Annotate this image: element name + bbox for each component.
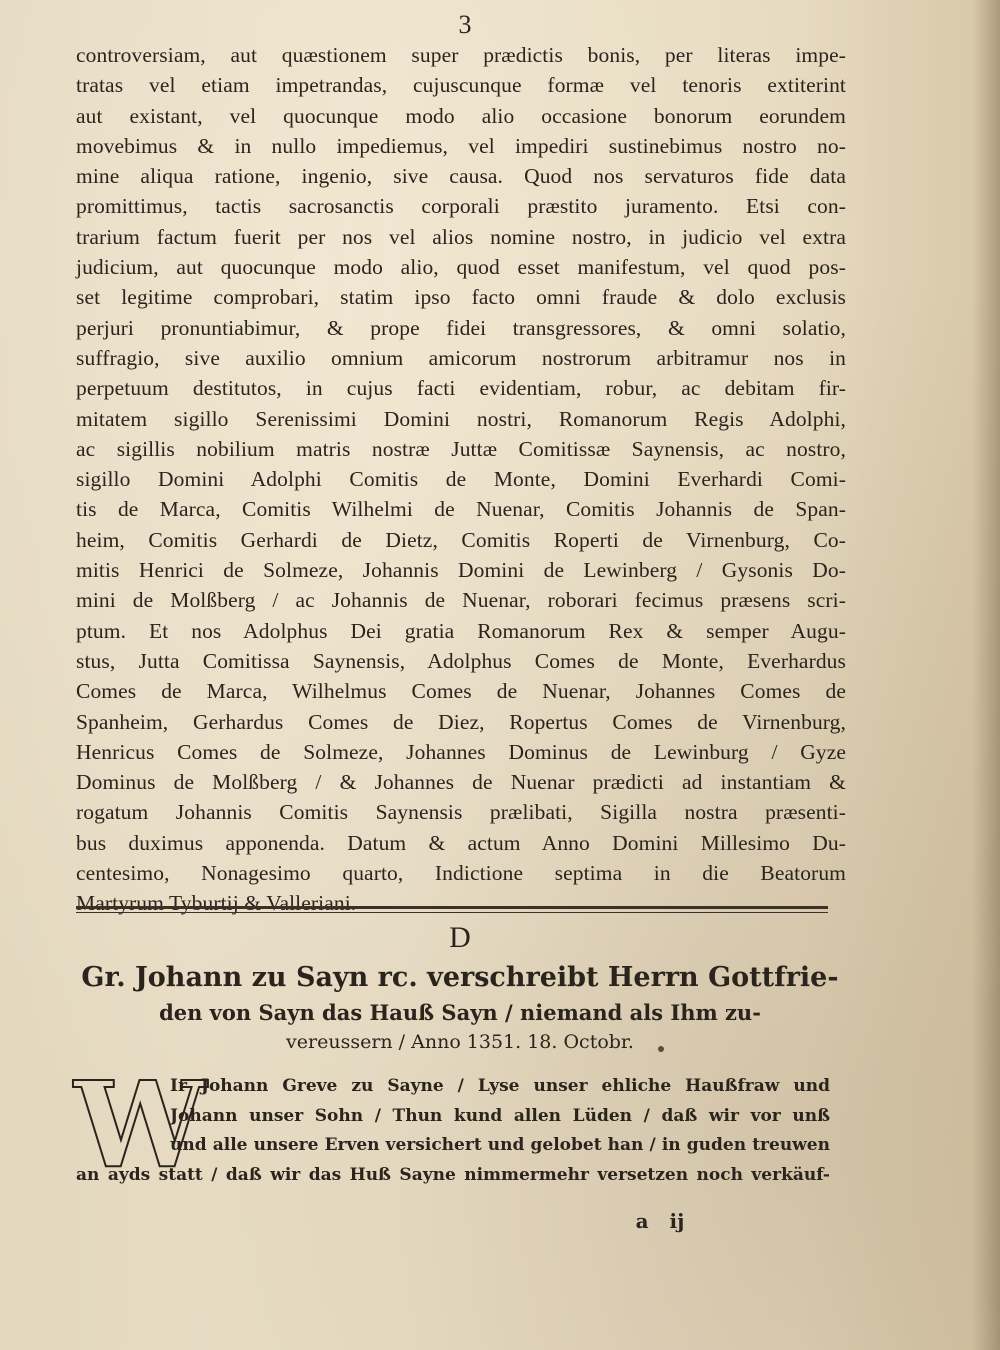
section-divider <box>76 906 828 909</box>
latin-line: stus, Jutta Comitissa Saynensis, Adolphus Comes de Monte, Everhardus <box>76 648 846 673</box>
latin-text-block <box>76 40 846 919</box>
latin-line: ac sigillis nobilium matris nostræ Juttæ Comitissæ Saynensis, ac nostro, <box>76 436 846 461</box>
latin-line: set legitime comprobari, statim ipso facto omni fraude & dolo exclusis <box>76 285 846 310</box>
latin-line: tratas vel etiam impetrandas, cujuscunque formæ vel tenoris extiterint <box>76 73 846 98</box>
german-line: Johann unser Sohn / Thun kund allen Lüden / daß wir vor unß <box>170 1105 830 1126</box>
section-letter: D <box>449 921 471 954</box>
latin-line: tis de Marca, Comitis Wilhelmi de Nuenar, Comitis Johannis de Span- <box>76 497 846 522</box>
signature-mark: a ij <box>635 1209 685 1233</box>
latin-line: movebimus & in nullo impediemus, vel impediri sustinebimus nostro no- <box>76 133 846 158</box>
heading-line: Gr. Johann zu Sayn rc. verschreibt Herrn Gottfrie- <box>81 962 839 993</box>
latin-line: perpetuum destitutos, in cujus facti evidentiam, robur, ac debitam fir- <box>76 376 846 401</box>
german-line: und alle unsere Erven versichert und gelobet han / in guden treuwen <box>170 1135 830 1155</box>
heading-line: vereussern / Anno 1351. 18. Octobr. <box>286 1031 634 1053</box>
page-number: 3 <box>458 10 472 39</box>
latin-line: rogatum Johannis Comitis Saynensis prælibati, Sigilla nostra præsenti- <box>76 800 846 825</box>
latin-line: mine aliqua ratione, ingenio, sive causa. Quod nos servaturos fide data <box>76 164 846 189</box>
latin-line: trarium factum fuerit per nos vel alios nomine nostro, in judicio vel extra <box>76 224 846 249</box>
page-edge-shadow <box>972 0 1000 1350</box>
german-text-block <box>76 1072 830 1190</box>
latin-line: ptum. Et nos Adolphus Dei gratia Romanorum Rex & semper Augu- <box>76 618 846 643</box>
latin-line: bus duximus apponenda. Datum & actum Anno Domini Millesimo Du- <box>76 830 846 855</box>
latin-line: centesimo, Nonagesimo quarto, Indictione septima in die Beatorum <box>76 861 846 886</box>
german-line: an ayds statt / daß wir das Huß Sayne nimmermehr versetzen noch verkäuf- <box>76 1164 830 1185</box>
latin-line: judicium, aut quocunque modo alio, quod esset manifestum, vel quod pos- <box>76 255 846 280</box>
latin-line: mini de Molßberg / ac Johannis de Nuenar, roborari fecimus præsens scri- <box>76 588 846 613</box>
heading-line: den von Sayn das Hauß Sayn / niemand als Ihm zu- <box>159 1000 761 1025</box>
section-heading <box>70 958 850 1056</box>
section-divider-thin <box>76 912 828 913</box>
latin-line: Spanheim, Gerhardus Comes de Diez, Ropertus Comes de Virnenburg, <box>76 709 846 734</box>
german-line: Ir Johann Greve zu Sayne / Lyse unser ehliche Haußfraw und <box>170 1076 830 1096</box>
latin-line: promittimus, tactis sacrosanctis corporali præstito juramento. Etsi con- <box>76 194 846 219</box>
latin-line: Martyrum Tyburtij & Valleriani. <box>76 891 357 916</box>
latin-line: suffragio, sive auxilio omnium amicorum nostrorum arbitramur nos in <box>76 345 846 370</box>
latin-line: mitis Henrici de Solmeze, Johannis Domini de Lewinberg / Gysonis Do- <box>76 558 846 583</box>
latin-line: Dominus de Molßberg / & Johannes de Nuenar prædicti ad instantiam & <box>76 770 846 795</box>
latin-line: mitatem sigillo Serenissimi Domini nostri, Romanorum Regis Adolphi, <box>76 406 846 431</box>
latin-line: Comes de Marca, Wilhelmus Comes de Nuenar, Johannes Comes de <box>76 679 846 704</box>
latin-line: perjuri pronuntiabimur, & prope fidei transgressores, & omni solatio, <box>76 315 846 340</box>
latin-line: sigillo Domini Adolphi Comitis de Monte, Domini Everhardi Comi- <box>76 467 846 492</box>
ink-dot <box>658 1046 664 1052</box>
latin-line: controversiam, aut quæstionem super prædictis bonis, per literas impe- <box>76 43 846 67</box>
latin-line: heim, Comitis Gerhardi de Dietz, Comitis Roperti de Virnenburg, Co- <box>76 527 846 552</box>
drop-cap: W <box>74 1055 203 1194</box>
latin-line: aut existant, vel quocunque modo alio occasione bonorum eorundem <box>76 103 846 128</box>
latin-line: Henricus Comes de Solmeze, Johannes Dominus de Lewinburg / Gyze <box>76 739 846 764</box>
